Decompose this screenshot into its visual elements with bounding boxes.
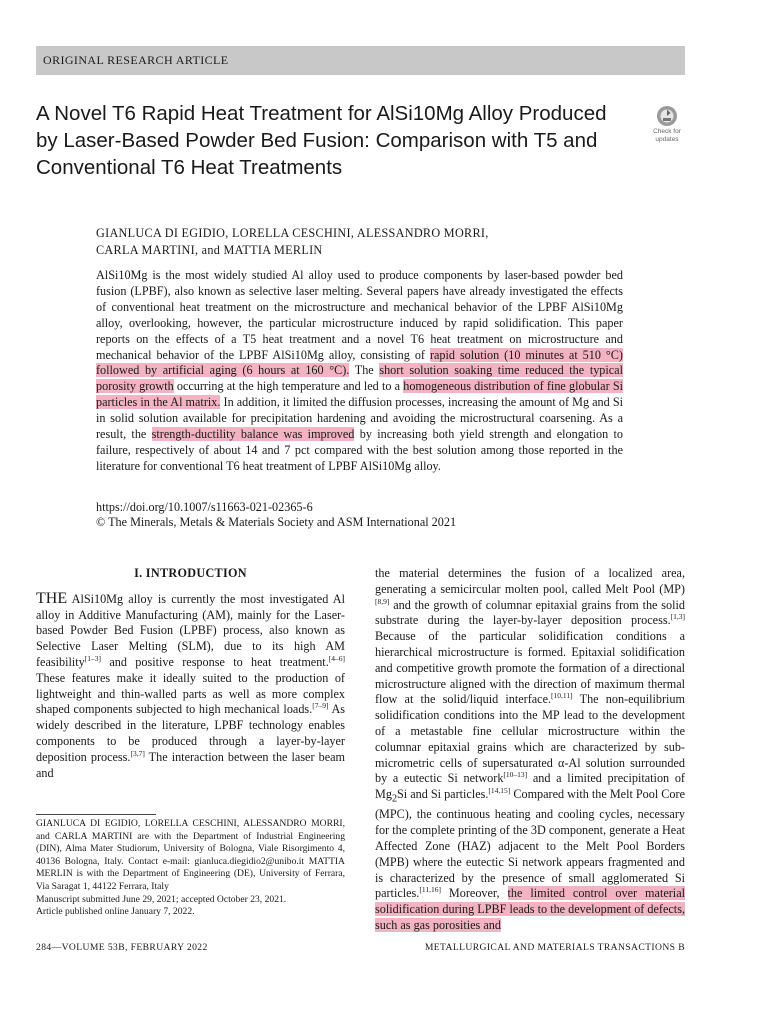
abstract-highlight: strength-ductility balance was improved (151, 427, 355, 442)
check-for-updates-badge[interactable] (648, 105, 686, 145)
citation-link[interactable]: [1–3] (84, 653, 101, 663)
abstract-text: AlSi10Mg is the most widely studied Al alloy used to produce components by laser-based powder bed fusion (LPBF), also known as selective laser melting. Several papers have already investigated the effects of conventional heat treatment on the microstructure and mechanical behavior of the LPBF AlSi10Mg alloy, overlooking, however, the particular microstructure induced by rapid solidification. This paper reports on the effects of a T5 heat treatment and a novel T6 heat treatment on microstructure and mechanical behavior of the LPBF AlSi10Mg alloy, consisting of (96, 268, 623, 362)
footnotes (36, 818, 345, 919)
check-for-updates-line2: updates (655, 136, 679, 143)
submission-dates: Manuscript submitted June 29, 2021; accepted October 23, 2021. (36, 893, 287, 905)
body-text: Because of the particular solidification conditions a hierarchical microstructure is formed. Epitaxial solidification and competitive growth promote the formation of a directional microstructure aligned with the direction of maximum thermal flow at the solid/liquid interface. (375, 629, 685, 707)
doi-link[interactable]: https://doi.org/10.1007/s11663-021-02365-6 (96, 500, 313, 514)
citation-link[interactable]: [11,16] (419, 885, 441, 895)
check-for-updates-icon (656, 105, 678, 127)
body-text: These features make it ideally suited to the production of lightweight and thin-walled parts as well as more complex shaped components subjected to high mechanical loads. (36, 670, 345, 717)
body-text: and a limited precipitation of Mg (375, 771, 685, 802)
author-line-2: CARLA MARTINI, and MATTIA MERLIN (96, 243, 323, 257)
citation-link[interactable]: [3,7] (130, 748, 145, 758)
body-text: AlSi10Mg alloy is currently the most investigated Al alloy in Additive Manufacturing (AM), mainly for the Laser-based Powder Bed Fusion (LPBF) process, also known as Selective Laser Melting (SLM), due to its high AM feasibility (36, 591, 345, 669)
right-column (375, 566, 685, 934)
body-text: Moreover, (440, 886, 508, 901)
body-text: Compared with the Melt Pool Core (MPC), the continuous heating and cooling cycles, necessary for the complete printing of the 3D component, generate a Heat Affected Zone (HAZ) adjacent to the Melt Pool Borders (MPB) where the eutectic Si network appears fragmented and is characterized by the presence of small agglomerated Si particles. (375, 787, 685, 901)
citation-link[interactable]: [14,15] (488, 786, 511, 796)
citation-link[interactable]: [8,9] (375, 596, 390, 606)
abstract-text: by increasing both yield strength and elongation to failure, respectively of about 14 and 7 pct compared with the best solution among those reported in the literature for conventional T6 heat treatment of LPBF AlSi10Mg alloy. (96, 427, 623, 473)
footnote-divider (36, 814, 156, 815)
body-text: and positive response to heat treatment. (101, 654, 329, 669)
body-text: the material determines the fusion of a localized area, generating a semicircular molten pool, called Melt Pool (MP) (375, 566, 685, 596)
abstract-text: occurring at the high temperature and led to a (173, 379, 404, 394)
citation-link[interactable]: [10,11] (551, 691, 573, 701)
author-affiliation-note: GIANLUCA DI EGIDIO, LORELLA CESCHINI, ALESSANDRO MORRI, and CARLA MARTINI are with the Department of Industrial Engineering (DIN), Alma Mater Studiorum, University of Bologna, Viale Risorgimento 4, 40136 Bologna, Italy. Contact e-mail: gianluca.diegidio2@unibo.it MATTIA MERLIN is with the Department of Engineering (DE), University of Ferrara, Via Saragat 1, 44122 Ferrara, Italy (36, 818, 345, 892)
citation-link[interactable]: [1,3] (670, 612, 685, 622)
abstract (96, 268, 623, 475)
body-highlight: the limited control over material solidification during LPBF leads to the development of defects, such as gas porosities and (375, 886, 685, 932)
article-type-bar (36, 46, 685, 75)
citation-link[interactable]: [7–9] (312, 701, 329, 711)
abstract-highlight: homogeneous distribution of fine globular Si particles in the Al matrix. (96, 379, 623, 410)
publication-date: Article published online January 7, 2022. (36, 906, 195, 918)
intro-paragraph-right (375, 566, 685, 934)
abstract-highlight: short solution soaking time reduced the typical porosity growth (96, 363, 623, 394)
section-heading: I. INTRODUCTION (134, 566, 247, 580)
author-line-1: GIANLUCA DI EGIDIO, LORELLA CESCHINI, ALESSANDRO MORRI, (96, 226, 489, 240)
citation-link[interactable]: [10–13] (503, 770, 528, 780)
left-column (36, 566, 345, 781)
copyright-notice: © The Minerals, Metals & Materials Society and ASM International 2021 (96, 515, 457, 529)
abstract-text: In addition, it limited the diffusion processes, increasing the amount of Mg and Si in solid solution available for precipitation hardening and avoiding the microstructural coarsening. As a result, the (96, 395, 623, 442)
body-text: The interaction between the laser beam and (36, 749, 345, 780)
footer-journal: METALLURGICAL AND MATERIALS TRANSACTIONS B (424, 942, 685, 953)
subscript: 2 (391, 793, 398, 805)
citation-link[interactable]: [4–6] (328, 653, 345, 663)
author-list (96, 225, 656, 259)
doi-block (96, 500, 623, 530)
body-text: As widely described in the literature, LPBF technology enables components to be produced through a layer-by-layer deposition process. (36, 702, 345, 764)
body-text: The non-equilibrium solidification conditions into the MP lead to the development of a metastable fine cellular microstructure within the columnar epitaxial grains which are characterized by sub-micrometric cells of supersaturated α-Al solution surrounded by a eutectic Si network (375, 692, 685, 786)
body-text: Si and Si particles. (397, 787, 489, 802)
article-title: A Novel T6 Rapid Heat Treatment for AlSi10Mg Alloy Produced by Laser-Based Powder Bed Fusion: Comparison with T5 and Conventional T6 Heat Treatments (36, 102, 607, 179)
footer-volume: 284—VOLUME 53B, FEBRUARY 2022 (36, 942, 208, 953)
intro-paragraph-left (36, 591, 345, 782)
abstract-highlight: rapid solution (10 minutes at 510 °C) followed by artificial aging (6 hours at 160 °C). (96, 347, 623, 378)
abstract-text: The (349, 363, 380, 378)
dropcap-word: THE (36, 589, 68, 607)
article-type-label: ORIGINAL RESEARCH ARTICLE (43, 53, 229, 67)
body-text: and the growth of columnar epitaxial grains from the solid substrate during the layer-by-layer deposition process. (375, 597, 685, 628)
check-for-updates-line1: Check for (653, 128, 681, 135)
